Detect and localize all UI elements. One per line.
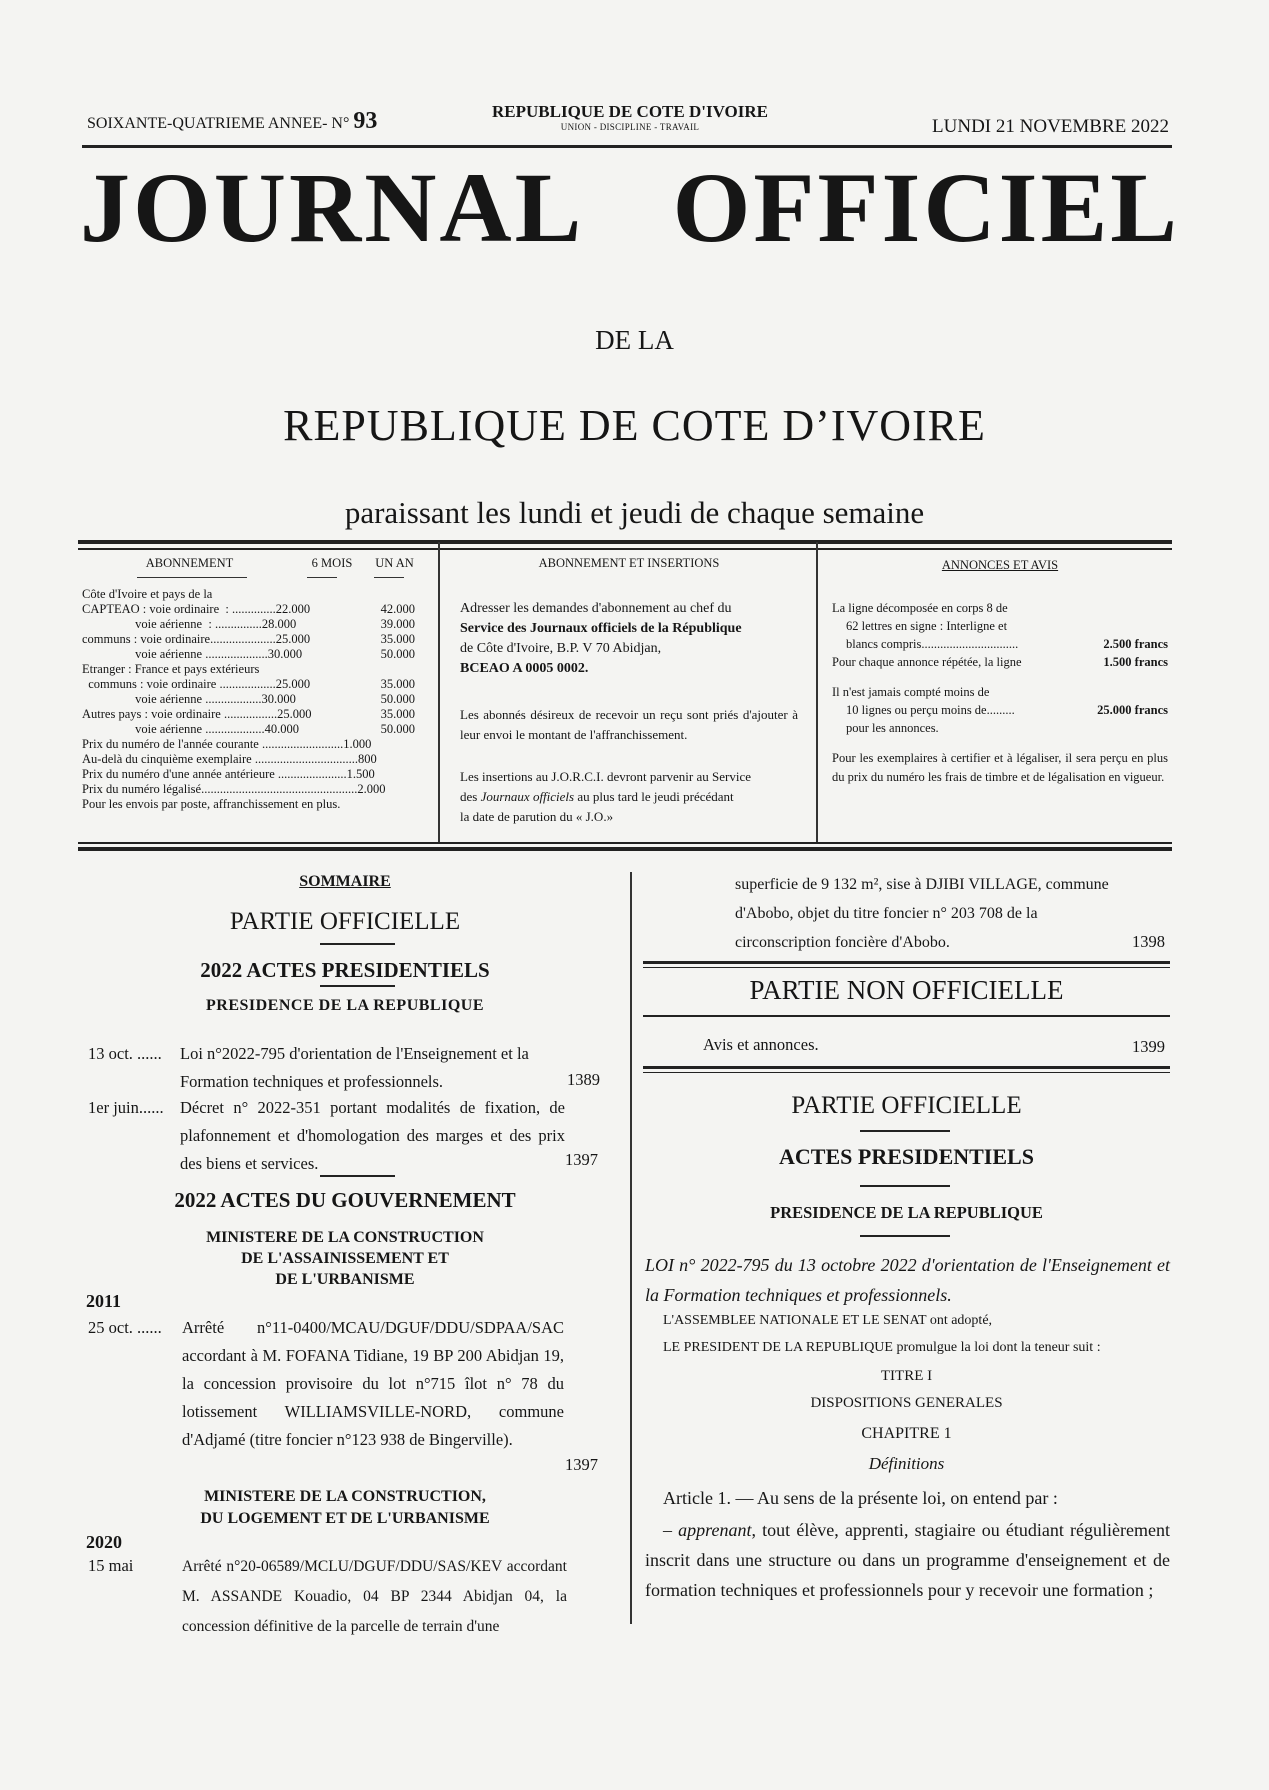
abonnement-row-value: 39.000: [380, 617, 415, 631]
avis-annonces: Avis et annonces.: [703, 1035, 819, 1054]
abonnement-row: [82, 722, 432, 737]
entry-text: Arrêté n°20-06589/MCLU/DGUF/DDU/SAS/KEV accordant M. ASSANDE Kouadio, 04 BP 2344 Abidjan 04, la concession définitive de la parcelle de terrain d'une: [182, 1558, 567, 1635]
box-divider-1: [438, 542, 440, 842]
annonces-l7: pour les annonces.: [846, 721, 939, 735]
annonces-price1: 2.500 francs: [1103, 637, 1168, 651]
entry-date: 25 oct. ......: [88, 1318, 162, 1337]
abonnement-row-value: 50.000: [380, 647, 415, 661]
ministere-1: [80, 1227, 610, 1290]
titre-i: TITRE I: [880, 1368, 933, 1384]
annonces-l4: Pour chaque annonce répétée, la ligne: [832, 655, 1022, 669]
insertions-p3: [460, 767, 798, 827]
insertions-p1: [460, 599, 798, 679]
annonces-l2: 62 lettres en signe : Interligne et: [846, 619, 1008, 633]
sommaire-partie-officielle: PARTIE OFFICIELLE: [229, 908, 461, 935]
entry-text: Loi n°2022-795 d'orientation de l'Enseignement et la Formation techniques et professionnels.: [180, 1044, 529, 1091]
abonnement-row: [82, 782, 432, 797]
abonnement-row: [82, 662, 432, 677]
apprenant-def-text: , tout élève, apprenti, stagiaire ou étudiant régulièrement inscrit dans une structure ou dans un programme d'enseignement et de formation techniques et professionnels pour y recevoir une formation ;: [645, 1520, 1170, 1600]
entry-text: Arrêté n°11-0400/MCAU/DGUF/DDU/SDPAA/SAC accordant à M. FOFANA Tidiane, 19 BP 200 Abidjan 19, la concession provisoire du lot n°715 îlot n° 78 du lotissement WILLIAMSVILLE-NORD, commune d'Adjamé (titre foncier n°123 938 de Bingerville).: [182, 1318, 564, 1449]
column-divider: [630, 872, 632, 1624]
year-2011: 2011: [86, 1291, 122, 1311]
abonnement-row-label: CAPTEAO : voie ordinaire : ..............22.000: [82, 602, 311, 616]
masthead-word-officiel: OFFICIEL: [672, 152, 1180, 263]
rule: [860, 1130, 950, 1132]
abonnement-row-label: voie aérienne ..................30.000: [82, 692, 296, 706]
insertions-p1-d: BCEAO A 0005 0002.: [460, 661, 589, 676]
loi-title: LOI n° 2022-795 du 13 octobre 2022 d'orientation de l'Enseignement et la Formation techniques et professionnels.: [645, 1255, 1170, 1305]
abonnement-row-value: [370, 767, 415, 782]
entry-page: 1397: [565, 1150, 598, 1169]
assemblee-adopte: L'ASSEMBLEE NATIONALE ET LE SENAT ont adopté,: [663, 1313, 993, 1328]
annonces-l6: 10 lignes ou perçu moins de.........: [846, 703, 1015, 717]
abonnement-row: [82, 797, 432, 812]
abonnement-row-value: [370, 797, 415, 812]
rule: [320, 985, 395, 987]
annonces-l5: Il n'est jamais compté moins de: [832, 685, 990, 699]
annonces-column: [832, 556, 1168, 787]
ministere-1-a: MINISTERE DE LA CONSTRUCTION: [206, 1229, 484, 1246]
annonces-price2: 1.500 francs: [1103, 655, 1168, 669]
publication-frequency: paraissant les lundi et jeudi de chaque semaine: [344, 495, 925, 530]
abonnement-rows: [82, 602, 432, 812]
insertions-p2: Les abonnés désireux de recevoir un reçu sont priés d'ajouter à leur envoi le montant de l'affranchissement.: [460, 707, 798, 742]
rule: [643, 1015, 1170, 1017]
entry-text: Décret n° 2022-351 portant modalités de fixation, de plafonnement et d'homologation des marges et des prix des biens et services.: [180, 1098, 565, 1173]
abonnement-row-label: Autres pays : voie ordinaire .................25.000: [82, 707, 312, 721]
article-1: Article 1. — Au sens de la présente loi, on entend par :: [663, 1488, 1058, 1508]
abonnement-row-value: [370, 752, 415, 767]
entry-page: 1398: [1132, 932, 1165, 951]
country-header: [470, 102, 790, 132]
annonces-l1: La ligne décomposée en corps 8 de: [832, 601, 1008, 615]
annonces-l3: blancs compris...............................: [846, 637, 1019, 651]
masthead-de-la: DE LA: [595, 325, 674, 355]
insertions-p1-b: Service des Journaux officiels de la République: [460, 621, 742, 636]
sommaire-actes-gouvernement: 2022 ACTES DU GOUVERNEMENT: [174, 1188, 516, 1212]
abonnement-row-value: [370, 737, 415, 752]
ministere-1-b: DE L'ASSAINISSEMENT ET: [241, 1250, 449, 1267]
insertions-p3-a: Les insertions au J.O.R.C.I. devront parvenir au Service: [460, 769, 751, 784]
issue-date: LUNDI 21 NOVEMBRE 2022: [932, 116, 1169, 137]
rule: [320, 1175, 395, 1177]
abonnement-col-unan: UN AN: [375, 556, 414, 570]
body-presidence: PRESIDENCE DE LA REPUBLIQUE: [770, 1203, 1043, 1222]
entry-text-continued: superficie de 9 132 m², sise à DJIBI VILLAGE, commune d'Abobo, objet du titre foncier n° 203 708 de la circonscription foncière d'Abobo.: [735, 876, 1109, 951]
abonnement-row-value: 42.000: [380, 602, 415, 616]
abonnement-underline: [137, 577, 247, 578]
entry-page: 1397: [565, 1455, 598, 1474]
rule: [320, 943, 395, 945]
abonnement-row-label: Prix du numéro d'une année antérieure ......................1.500: [82, 767, 375, 781]
abonnement-row: [82, 737, 432, 752]
header-rule: [82, 145, 1172, 148]
abonnement-row: [82, 617, 432, 632]
sommaire-presidence: PRESIDENCE DE LA REPUBLIQUE: [206, 997, 484, 1014]
insertions-title: ABONNEMENT ET INSERTIONS: [538, 556, 720, 570]
abonnement-row-label: voie aérienne : ...............28.000: [82, 617, 297, 631]
insertions-p3-e: la date de parution du « J.O.»: [460, 809, 614, 824]
abonnement-row-label: communs : voie ordinaire ..................25.000: [82, 677, 311, 691]
abonnement-row: [82, 767, 432, 782]
year-2020: 2020: [86, 1532, 122, 1552]
annonces-price3: 25.000 francs: [1097, 703, 1168, 717]
rule: [860, 1235, 950, 1237]
abonnement-row-value: 35.000: [380, 632, 415, 646]
rule: [860, 1185, 950, 1187]
sommaire-title: SOMMAIRE: [299, 873, 391, 890]
abonnement-header: [82, 556, 432, 571]
abonnement-row: [82, 692, 432, 707]
abonnement-row-label: Au-delà du cinquième exemplaire .................................800: [82, 752, 377, 766]
ministere-1-c: DE L'URBANISME: [275, 1271, 415, 1288]
box-bottom-rule: [78, 847, 1172, 851]
annonces-l8: Pour les exemplaires à certifier et à légaliser, il sera perçu en plus du prix du numéro les frais de timbre et de légalisation en vigueur.: [832, 751, 1168, 784]
definitions-heading: Définitions: [868, 1454, 945, 1473]
col12-underline: [374, 577, 404, 578]
ministere-2-b: DU LOGEMENT ET DE L'URBANISME: [200, 1510, 490, 1527]
abonnement-column: [82, 556, 432, 812]
president-promulgue: LE PRESIDENT DE LA REPUBLIQUE promulgue la loi dont la teneur suit :: [663, 1340, 1101, 1355]
abonnement-row-value: [370, 782, 415, 797]
col6-underline: [307, 577, 337, 578]
apprenant-term: apprenant: [678, 1520, 752, 1540]
ministere-2: [80, 1486, 610, 1530]
abonnement-row-value: 50.000: [380, 722, 415, 736]
entry-date: 1er juin......: [88, 1098, 164, 1117]
abonnement-row-label: Etranger : France et pays extérieurs: [82, 662, 260, 676]
abonnement-row-label: Prix du numéro de l'année courante ..........................1.000: [82, 737, 372, 751]
subscription-box: [78, 542, 1172, 842]
dispositions-generales: DISPOSITIONS GENERALES: [810, 1395, 1003, 1411]
apprenant-definition: [645, 1515, 1170, 1605]
issue-number: 93: [353, 108, 378, 134]
body-actes-presidentiels: ACTES PRESIDENTIELS: [779, 1144, 1034, 1169]
insertions-p3-d: au plus tard le jeudi précédant: [574, 789, 734, 804]
abonnement-row-label: communs : voie ordinaire.....................25.000: [82, 632, 311, 646]
rule: [643, 1066, 1170, 1069]
rule: [643, 967, 1170, 968]
edition-number: [87, 108, 377, 135]
partie-non-officielle: PARTIE NON OFFICIELLE: [749, 975, 1064, 1005]
country-motto: UNION - DISCIPLINE - TRAVAIL: [560, 122, 700, 132]
sommaire-actes-presidentiels: 2022 ACTES PRESIDENTIELS: [200, 958, 490, 982]
abonnement-row: [82, 632, 432, 647]
ministere-2-a: MINISTERE DE LA CONSTRUCTION,: [204, 1488, 486, 1505]
abonnement-intro: Côte d'Ivoire et pays de la: [82, 587, 213, 601]
body-partie-officielle: PARTIE OFFICIELLE: [791, 1092, 1022, 1119]
abonnement-row-label: voie aérienne ...................40.000: [82, 722, 299, 736]
abonnement-row: [82, 647, 432, 662]
entry-date: 13 oct. ......: [88, 1044, 162, 1063]
abonnement-row: [82, 752, 432, 767]
edition-label: SOIXANTE-QUATRIEME ANNEE- N°: [87, 115, 350, 132]
abonnement-row-value: 35.000: [380, 677, 415, 691]
insertions-p1-c: de Côte d'Ivoire, B.P. V 70 Abidjan,: [460, 641, 662, 656]
insertions-p3-c: Journaux officiels: [480, 789, 575, 804]
insertions-p3-b: des: [460, 789, 481, 804]
masthead-republic: REPUBLIQUE DE COTE D’IVOIRE: [283, 401, 986, 450]
abonnement-row: [82, 602, 432, 617]
abonnement-row-label: Pour les envois par poste, affranchissement en plus.: [82, 797, 341, 811]
entry-page: 1389: [567, 1070, 600, 1089]
box-bottom-rule-thin: [78, 842, 1172, 844]
abonnement-row-value: [370, 662, 415, 677]
abonnement-col-6mois: 6 MOIS: [311, 556, 353, 570]
box-divider-2: [816, 542, 818, 842]
annonces-title: ANNONCES ET AVIS: [941, 558, 1059, 572]
avis-page: 1399: [1132, 1037, 1165, 1056]
insertions-column: [460, 556, 798, 827]
country-name: REPUBLIQUE DE COTE D'IVOIRE: [492, 102, 768, 121]
insertions-p1-a: Adresser les demandes d'abonnement au chef du: [460, 601, 732, 616]
abonnement-row-value: 35.000: [380, 707, 415, 721]
entry-date: 15 mai: [88, 1556, 134, 1575]
abonnement-title: ABONNEMENT: [145, 556, 234, 570]
abonnement-row: [82, 707, 432, 722]
abonnement-row-label: voie aérienne ....................30.000: [82, 647, 303, 661]
rule: [643, 961, 1170, 964]
annonces-rates: [832, 599, 1168, 787]
abonnement-row-label: Prix du numéro légalisé..................................................2.000: [82, 782, 386, 796]
apprenant-dash: –: [663, 1520, 679, 1540]
chapitre-1: CHAPITRE 1: [861, 1425, 952, 1442]
masthead-word-journal: JOURNAL: [80, 152, 585, 263]
abonnement-row: [82, 677, 432, 692]
rule: [643, 1072, 1170, 1073]
masthead-title: [80, 152, 1180, 263]
abonnement-row-value: 50.000: [380, 692, 415, 706]
